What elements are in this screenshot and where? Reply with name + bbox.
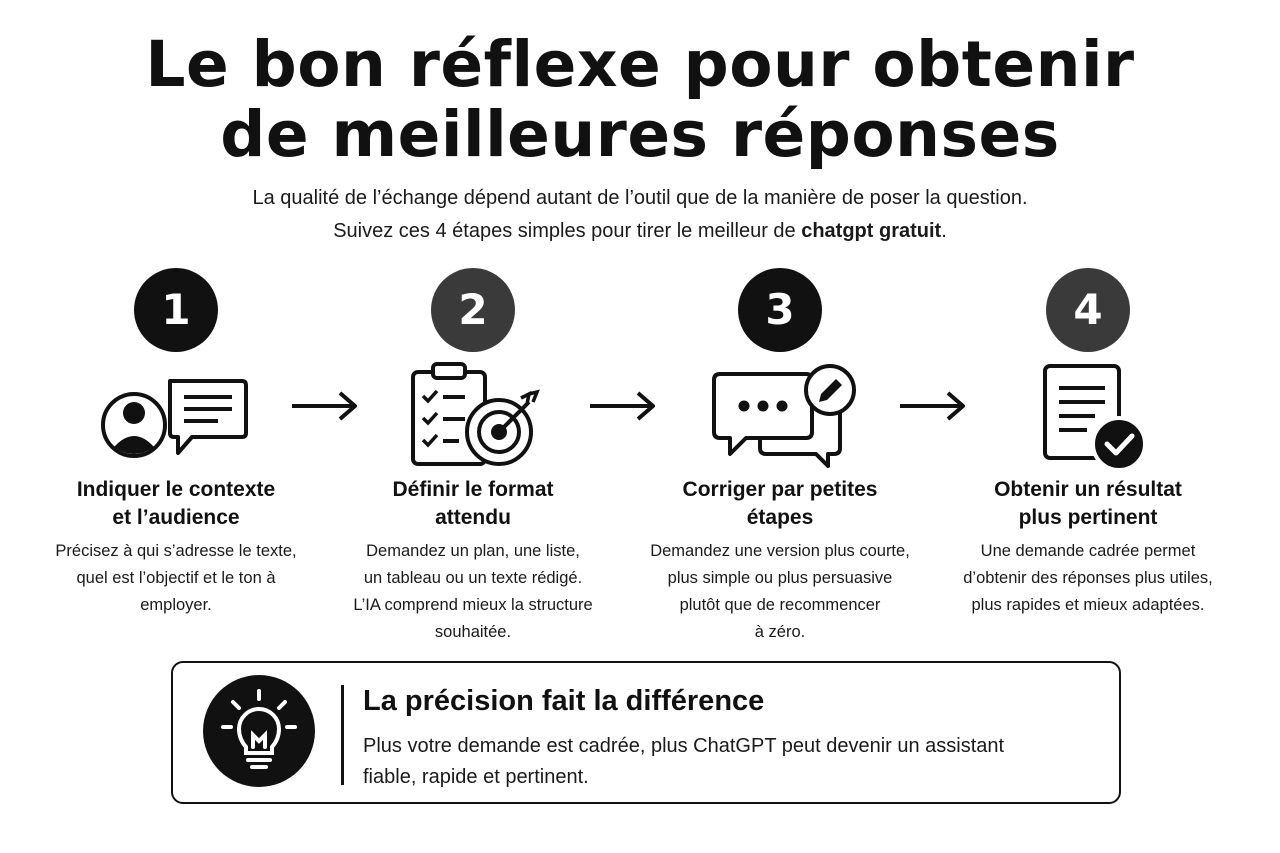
step-2-description (323, 538, 623, 646)
step-2-number-badge: 2 (431, 268, 515, 352)
main-title-line2: de meilleures réponses (220, 98, 1060, 171)
step-3-desc-line: à zéro. (754, 623, 806, 641)
tip-text-line2: fiable, rapide et pertinent. (363, 766, 589, 788)
main-title-line1: Le bon réflexe pour obtenir (145, 28, 1135, 101)
step-4-title-line1: Obtenir un résultat (994, 478, 1182, 501)
main-title (0, 30, 1280, 170)
tip-text (363, 731, 1083, 793)
step-3-desc-line: Demandez une version plus courte, (650, 542, 910, 560)
step-2-title (323, 476, 623, 532)
step-4-title (938, 476, 1238, 532)
tip-separator (341, 685, 344, 785)
step-3-title-line1: Corriger par petites (682, 478, 878, 501)
step-2-desc-line: souhaitée. (434, 623, 512, 641)
step-3-title (630, 476, 930, 532)
step-1-title (26, 476, 326, 532)
step-1-desc-line: Précisez à qui s’adresse le texte, (55, 542, 297, 560)
step-2 (323, 268, 623, 646)
subtitle-line2-end: . (941, 220, 947, 242)
step-1-title-line1: Indiquer le contexte (76, 478, 276, 501)
step-3-description (630, 538, 930, 646)
step-2-desc-line: L’IA comprend mieux la structure (353, 596, 593, 614)
chat-edit-icon (700, 362, 860, 472)
checklist-target-icon (403, 362, 543, 472)
step-2-desc-line: Demandez un plan, une liste, (366, 542, 580, 560)
step-4-description (938, 538, 1238, 619)
step-4-title-line2: plus pertinent (1018, 506, 1158, 529)
step-1-desc-line: quel est l’objectif et le ton à (76, 569, 276, 587)
step-1-desc-line: employer. (140, 596, 212, 614)
subtitle-line1: La qualité de l’échange dépend autant de l’outil que de la manière de poser la question. (252, 187, 1028, 209)
step-3-desc-line: plutôt que de recommencer (679, 596, 881, 614)
step-4 (938, 268, 1238, 619)
tip-box (171, 661, 1121, 804)
step-4-number-badge: 4 (1046, 268, 1130, 352)
step-2-title-line1: Définir le format (392, 478, 554, 501)
step-1-title-line2: et l’audience (112, 506, 240, 529)
subtitle (0, 182, 1280, 248)
step-3-desc-line: plus simple ou plus persuasive (667, 569, 893, 587)
step-4-desc-line: plus rapides et mieux adaptées. (971, 596, 1205, 614)
step-1 (26, 268, 326, 619)
subtitle-line2-text: Suivez ces 4 étapes simples pour tirer le meilleur de (333, 220, 802, 242)
subtitle-line2 (0, 215, 1280, 248)
step-4-desc-line: d’obtenir des réponses plus utiles, (963, 569, 1213, 587)
step-3-number-badge: 3 (738, 268, 822, 352)
step-2-title-line2: attendu (435, 506, 511, 529)
subtitle-highlight: chatgpt gratuit (801, 220, 942, 242)
lightbulb-icon (203, 675, 315, 787)
step-1-number-badge: 1 (134, 268, 218, 352)
step-4-desc-line: Une demande cadrée permet (980, 542, 1196, 560)
step-2-desc-line: un tableau ou un texte rédigé. (363, 569, 583, 587)
tip-text-line1: Plus votre demande est cadrée, plus ChatGPT peut devenir un assistant (363, 735, 1005, 757)
document-check-icon (1023, 362, 1153, 472)
step-3 (630, 268, 930, 646)
step-3-title-line2: étapes (746, 506, 814, 529)
tip-title: La précision fait la différence (363, 685, 765, 717)
user-speech-bubble-icon (96, 367, 256, 467)
step-1-description (26, 538, 326, 619)
